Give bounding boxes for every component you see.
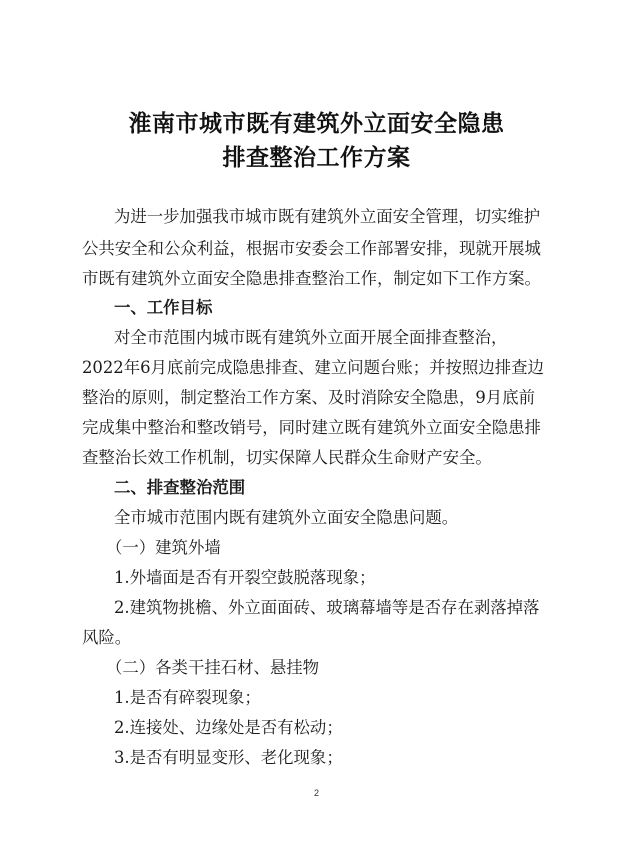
- subsection-heading: （一）建筑外墙: [106, 538, 221, 557]
- paragraph-line: 整治的原则，制定整治工作方案、及时消除安全隐患，9月底前: [82, 388, 535, 407]
- document-title-line-2: 排查整治工作方案: [222, 145, 411, 171]
- document-title-line-1: 淮南市城市既有建筑外立面安全隐患: [128, 111, 505, 137]
- paragraph-line: 公共安全和公众利益，根据市安委会工作部署安排，现就开展城: [82, 239, 541, 258]
- paragraph-line: 市既有建筑外立面安全隐患排查整治工作，制定如下工作方案。: [82, 269, 541, 288]
- paragraph-line: 全市城市范围内既有建筑外立面安全隐患问题。: [114, 508, 459, 527]
- section-heading-1: 一、工作目标: [114, 298, 213, 317]
- paragraph-line: 为进一步加强我市城市既有建筑外立面安全管理，切实维护: [114, 207, 541, 226]
- paragraph-line: 对全市范围内城市既有建筑外立面开展全面排查整治，: [114, 328, 508, 347]
- list-item: 3.是否有明显变形、老化现象；: [114, 748, 343, 767]
- list-item: 1.外墙面是否有开裂空鼓脱落现象；: [114, 568, 376, 587]
- paragraph-line: 查整治长效工作机制，切实保障人民群众生命财产安全。: [82, 448, 492, 467]
- page-number: 2: [313, 788, 319, 798]
- section-heading-2: 二、排查整治范围: [114, 478, 246, 497]
- list-item-continuation: 风险。: [82, 628, 132, 647]
- paragraph-line: 2022年6月底前完成隐患排查、建立问题台账；并按照边排查边: [82, 358, 544, 377]
- list-item: 1.是否有碎裂现象；: [114, 688, 261, 707]
- list-item: 2.建筑物挑檐、外立面面砖、玻璃幕墙等是否存在剥落掉落: [114, 598, 540, 617]
- list-item: 2.连接处、边缘处是否有松动；: [114, 718, 343, 737]
- paragraph-line: 完成集中整治和整改销号，同时建立既有建筑外立面安全隐患排: [82, 418, 541, 437]
- subsection-heading: （二）各类干挂石材、悬挂物: [106, 658, 320, 677]
